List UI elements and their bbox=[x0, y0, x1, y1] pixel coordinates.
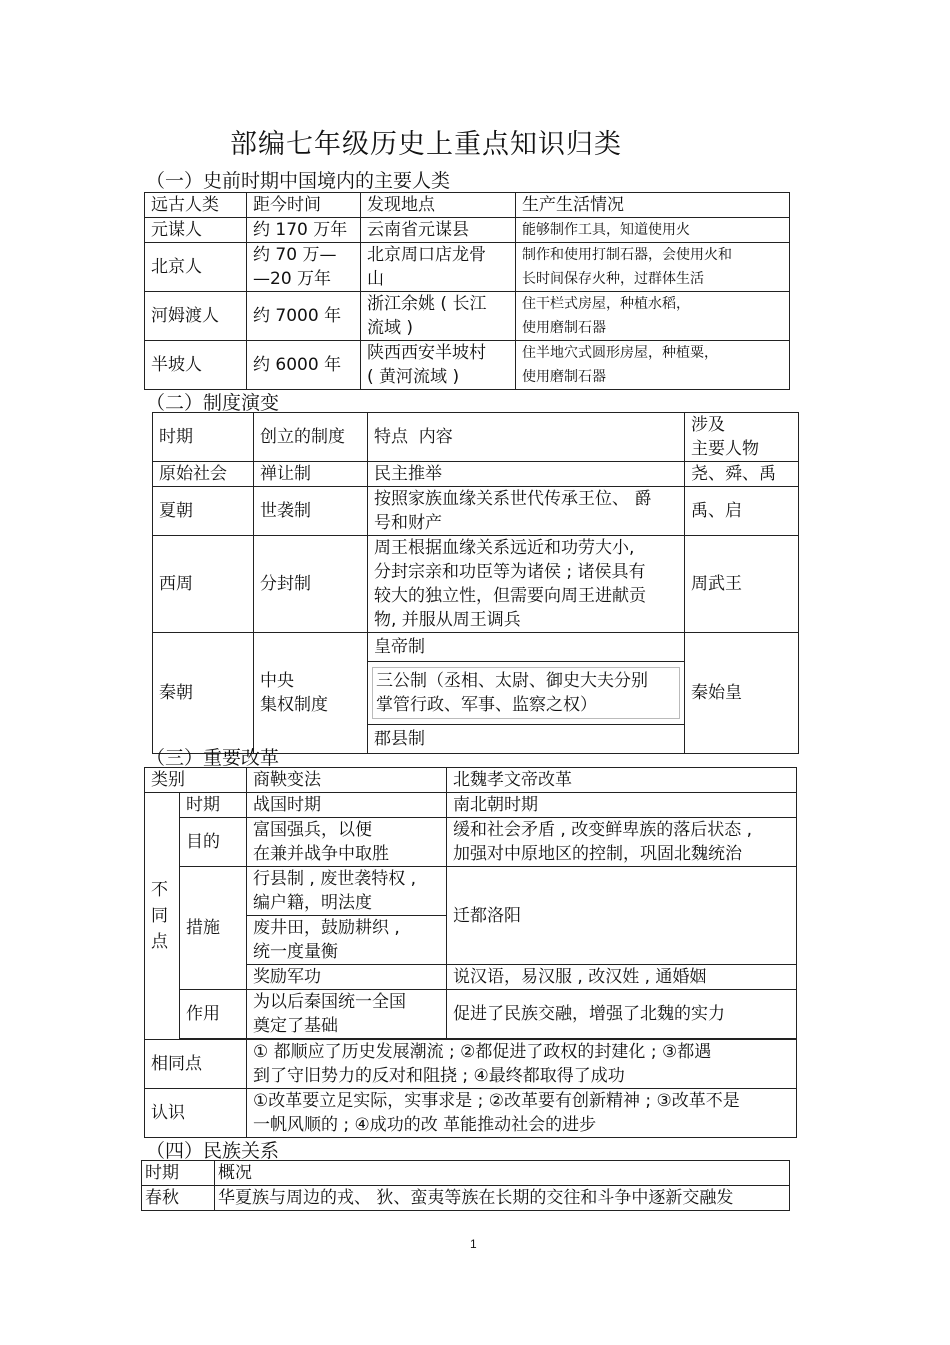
header-cell: 特点 内容 bbox=[368, 413, 685, 462]
table-cell: 富国强兵，以便 在兼并战争中取胜 bbox=[247, 818, 447, 867]
table-cell: 说汉语，易汉服 , 改汉姓 , 通婚姻 bbox=[447, 965, 797, 990]
table-cell: ①改革要立足实际，实事求是 ; ②改革要有创新精神 ; ③改革不是 一帆风顺的 ; ④成功的改 革能推动社会的进步 bbox=[247, 1089, 797, 1138]
table-row bbox=[142, 1186, 790, 1211]
table-row bbox=[145, 867, 797, 916]
table-row bbox=[145, 818, 797, 867]
prehistoric-humans-table bbox=[144, 192, 790, 390]
section-heading-1: （一）史前时期中国境内的主要人类 bbox=[146, 170, 451, 192]
header-cell: 生产生活情况 bbox=[516, 193, 790, 218]
header-cell: 北魏孝文帝改革 bbox=[447, 768, 797, 793]
table-cell: 原始社会 bbox=[153, 462, 254, 487]
table-cell: 夏朝 bbox=[153, 487, 254, 536]
table-cell: 浙江余姚 ( 长江 流域 ) bbox=[361, 292, 516, 341]
table-cell: 尧、舜、禹 bbox=[685, 462, 799, 487]
table-cell: 春秋 bbox=[142, 1186, 215, 1211]
section-heading-2: （二）制度演变 bbox=[146, 392, 280, 414]
table-cell: 西周 bbox=[153, 536, 254, 633]
qin-item: 郡县制 bbox=[374, 729, 425, 749]
header-cell: 类别 bbox=[145, 768, 247, 793]
table-cell: 住半地穴式圆形房屋，种植粟， 使用磨制石器 bbox=[516, 341, 790, 390]
header-cell: 概况 bbox=[215, 1161, 790, 1186]
table-cell: 迁都洛阳 bbox=[447, 867, 797, 965]
page-number: 1 bbox=[470, 1237, 477, 1251]
table-row bbox=[153, 536, 799, 633]
row-label: 认识 bbox=[145, 1089, 247, 1138]
table-cell: 元谋人 bbox=[145, 218, 247, 243]
table-cell: 周武王 bbox=[685, 536, 799, 633]
table-cell: 世袭制 bbox=[254, 487, 368, 536]
table-cell: 半坡人 bbox=[145, 341, 247, 390]
table-cell: 约 7000 年 bbox=[247, 292, 361, 341]
row-label: 措施 bbox=[180, 867, 247, 990]
table-cell: 奖励军功 bbox=[247, 965, 447, 990]
table-cell: 周王根据血缘关系远近和功劳大小, 分封宗亲和功臣等为诸侯 ; 诸侯具有 较大的独立性，但需要向周王进献贡 物, 并服从周王调兵 bbox=[368, 536, 685, 633]
row-label: 目的 bbox=[180, 818, 247, 867]
table-cell: 中央 集权制度 bbox=[254, 633, 368, 754]
table-cell: 为以后秦国统一全国 奠定了基础 bbox=[247, 990, 447, 1039]
table-cell: 禹、启 bbox=[685, 487, 799, 536]
table-cell: 促进了民族交融，增强了北魏的实力 bbox=[447, 990, 797, 1039]
table-row bbox=[145, 341, 790, 390]
table-cell: 战国时期 bbox=[247, 793, 447, 818]
table-row bbox=[145, 1089, 797, 1138]
table-cell: 能够制作工具，知道使用火 bbox=[516, 218, 790, 243]
header-cell: 距今时间 bbox=[247, 193, 361, 218]
table-cell: ① 都顺应了历史发展潮流 ; ②都促进了政权的封建化 ; ③都遇 到了守旧势力的反对和阻挠 ; ④最终都取得了成功 bbox=[247, 1040, 797, 1089]
table-row bbox=[145, 292, 790, 341]
section-heading-3: （三）重要改革 bbox=[146, 747, 280, 769]
table-row bbox=[145, 793, 797, 818]
table-row bbox=[153, 462, 799, 487]
table-cell: 陕西西安半坡村 ( 黄河流域 ) bbox=[361, 341, 516, 390]
table-cell: 华夏族与周边的戎、 狄、蛮夷等族在长期的交往和斗争中逐新交融发 bbox=[215, 1186, 790, 1211]
header-cell: 涉及 主要人物 bbox=[685, 413, 799, 462]
table-header-row bbox=[153, 413, 799, 462]
header-cell: 时期 bbox=[142, 1161, 215, 1186]
qin-system-cell bbox=[368, 633, 685, 754]
table-cell: 禅让制 bbox=[254, 462, 368, 487]
table-cell: 河姆渡人 bbox=[145, 292, 247, 341]
header-cell: 时期 bbox=[153, 413, 254, 462]
table-row bbox=[145, 1040, 797, 1089]
qin-item: 三公制（丞相、太尉、御史大夫分别 掌管行政、军事、监察之权） bbox=[372, 667, 680, 719]
header-cell: 创立的制度 bbox=[254, 413, 368, 462]
table-cell: 秦始皇 bbox=[685, 633, 799, 754]
page-title: 部编七年级历史上重点知识归类 bbox=[230, 129, 622, 160]
table-header-row bbox=[142, 1161, 790, 1186]
table-cell: 北京周口店龙骨 山 bbox=[361, 243, 516, 292]
table-row bbox=[153, 633, 799, 754]
system-evolution-table bbox=[152, 412, 799, 754]
table-cell: 按照家族血缘关系世代传承王位、 爵 号和财产 bbox=[368, 487, 685, 536]
table-cell: 民主推举 bbox=[368, 462, 685, 487]
table-cell: 秦朝 bbox=[153, 633, 254, 754]
row-label: 作用 bbox=[180, 990, 247, 1039]
header-cell: 远古人类 bbox=[145, 193, 247, 218]
table-cell: 南北朝时期 bbox=[447, 793, 797, 818]
table-cell: 约 6000 年 bbox=[247, 341, 361, 390]
table-cell: 北京人 bbox=[145, 243, 247, 292]
header-cell: 商鞅变法 bbox=[247, 768, 447, 793]
table-cell: 废井田，鼓励耕织 , 统一度量衡 bbox=[247, 916, 447, 965]
table-header-row bbox=[145, 193, 790, 218]
table-row bbox=[145, 243, 790, 292]
table-header-row bbox=[145, 768, 797, 793]
table-cell: 约 70 万— —20 万年 bbox=[247, 243, 361, 292]
qin-item: 皇帝制 bbox=[368, 633, 684, 662]
header-cell: 发现地点 bbox=[361, 193, 516, 218]
reforms-table bbox=[144, 767, 797, 1138]
table-cell: 行县制 , 废世袭特权 , 编户籍，明法度 bbox=[247, 867, 447, 916]
ethnic-relations-table bbox=[141, 1160, 790, 1211]
table-cell: 约 170 万年 bbox=[247, 218, 361, 243]
differences-label: 不 同 点 bbox=[145, 793, 180, 1040]
table-cell: 制作和使用打制石器，会使用火和 长时间保存火种，过群体生活 bbox=[516, 243, 790, 292]
row-label: 相同点 bbox=[145, 1040, 247, 1089]
table-cell: 云南省元谋县 bbox=[361, 218, 516, 243]
table-row bbox=[153, 487, 799, 536]
table-row bbox=[145, 990, 797, 1039]
table-cell: 住干栏式房屋，种植水稻， 使用磨制石器 bbox=[516, 292, 790, 341]
table-cell: 分封制 bbox=[254, 536, 368, 633]
row-label: 时期 bbox=[180, 793, 247, 818]
section-heading-4: （四）民族关系 bbox=[146, 1140, 280, 1162]
table-row bbox=[145, 218, 790, 243]
table-cell: 缓和社会矛盾 , 改变鲜卑族的落后状态 , 加强对中原地区的控制，巩固北魏统治 bbox=[447, 818, 797, 867]
